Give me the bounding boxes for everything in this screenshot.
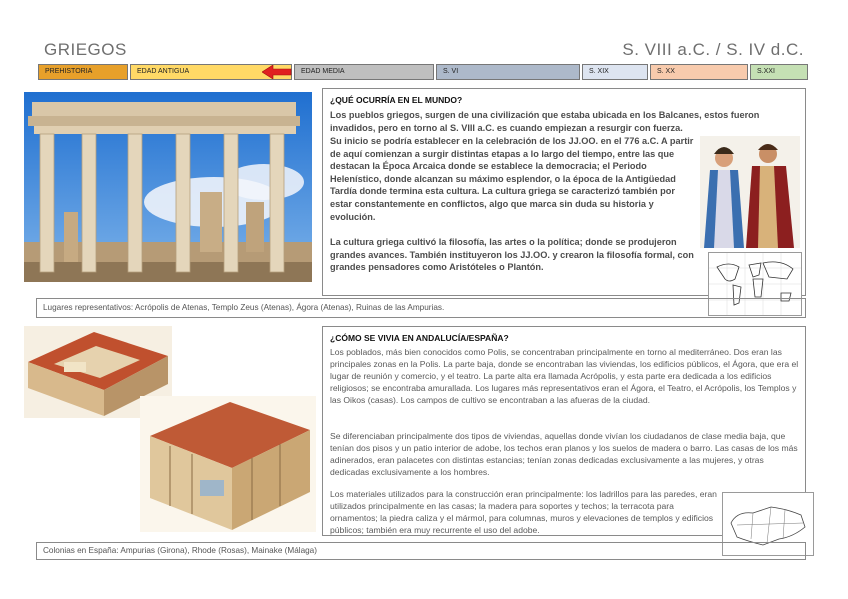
temple-photo — [24, 92, 312, 282]
timeline-segment-s-xxi: S.XXI — [750, 64, 808, 80]
timeline-segment-s-xx: S. XX — [650, 64, 748, 80]
section-title: ¿CÓMO SE VIVIA EN ANDALUCÍA/ESPAÑA? — [330, 333, 509, 343]
timeline-segment-edad-antigua: EDAD ANTIGUA — [130, 64, 292, 80]
left-arrow-icon — [262, 65, 292, 79]
paragraph: Se diferenciaban principalmente dos tipos de viviendas, aquellas donde vivían los ciudadanos de clase media baja, que tenían dos pisos y un patio interior de adobe, los techos eran planos y los suelos de madera o barro. Las casas de los más adinerados, eran palacetes con distintas estancias; tenían zonas dedicadas exclusivamente a las mujeres, y otras dedicadas exclusivamente a los hombres. — [330, 431, 798, 478]
greek-people-illustration — [700, 136, 800, 248]
paragraph: Su inicio se podría establecer en la celebración de los JJ.OO. en el 776 a.C. A partir de aquí comienzan a surgir distintas etapas a lo largo del tiempo, entre las que destacan la Época Arcaica donde se establece la democracia; el Periodo Helenístico, donde alcanzan su máximo esplendor, o la época de la Antigüedad Tardía donde termina esta cultura. La cultura griega se caracterizó también por estar constantemente en conflictos, algo que marca sin duda su historia y evolución. — [330, 136, 694, 222]
paragraph: Los pueblos griegos, surgen de una civilización que estaba ubicada en los Balcanes, estos fueron invadidos, pero en torno al S. VIII a.C. es cuando empiezan a resurgir con fuerza. — [330, 110, 760, 133]
colonies-in-spain: Colonias en España: Ampurias (Girona), Rhode (Rosas), Mainake (Málaga) — [36, 542, 806, 560]
section-title: ¿QUÉ OCURRÍA EN EL MUNDO? — [330, 95, 463, 105]
greek-house-cutaway-illustration — [140, 396, 316, 532]
paragraph: La cultura griega cultivó la filosofía, las artes o la política; donde se produjeron grandes avances. También instituyeron los JJ.OO. y crearon la filosofía formal, con grandes pensadores como Aristóteles o Plantón. — [330, 237, 694, 273]
period-label: S. VIII a.C. / S. IV d.C. — [622, 40, 804, 59]
timeline-segment-s-xix: S. XIX — [582, 64, 648, 80]
timeline-segment-s-vi: S. VI — [436, 64, 580, 80]
timeline-segment-prehistoria: PREHISTORIA — [38, 64, 128, 80]
representative-places: Lugares representativos: Acrópolis de Atenas, Templo Zeus (Atenas), Ágora (Atenas), Ruinas de las Ampurias. — [36, 298, 806, 318]
page-title: GRIEGOS — [44, 40, 127, 59]
timeline-segment-edad-media: EDAD MEDIA — [294, 64, 434, 80]
paragraph: Los materiales utilizados para la construcción eran principalmente: los ladrillos para las paredes, eran utilizados principalmente en las casas; la madera para soportes y techos; la terracota para ornamentos; la piedra caliza y el mármol, para columnas, muros y elevaciones de templos y edificios públicos; también era muy recurrente el uso del adobe. — [330, 489, 717, 536]
paragraph: Los poblados, más bien conocidos como Polis, se concentraban principalmente en torno al mediterráneo. Dos eran las principales zonas en la Polis. La parte baja, donde se encontraban las viviendas, los edificios públicos, el Ágora, que era el lugar de reunión y comercio, y el teatro. La parte alta era llamada Acrópolis, y esta parte era dedicada a los edificios religiosos; se encontraba amurallada. Los lugares más representativos eran el Ágora, el Teatro, el Acrópolis, los Templos y las Oikos (casas). Los campos de cultivo se encontraban a las afueras de la ciudad. — [330, 347, 799, 406]
